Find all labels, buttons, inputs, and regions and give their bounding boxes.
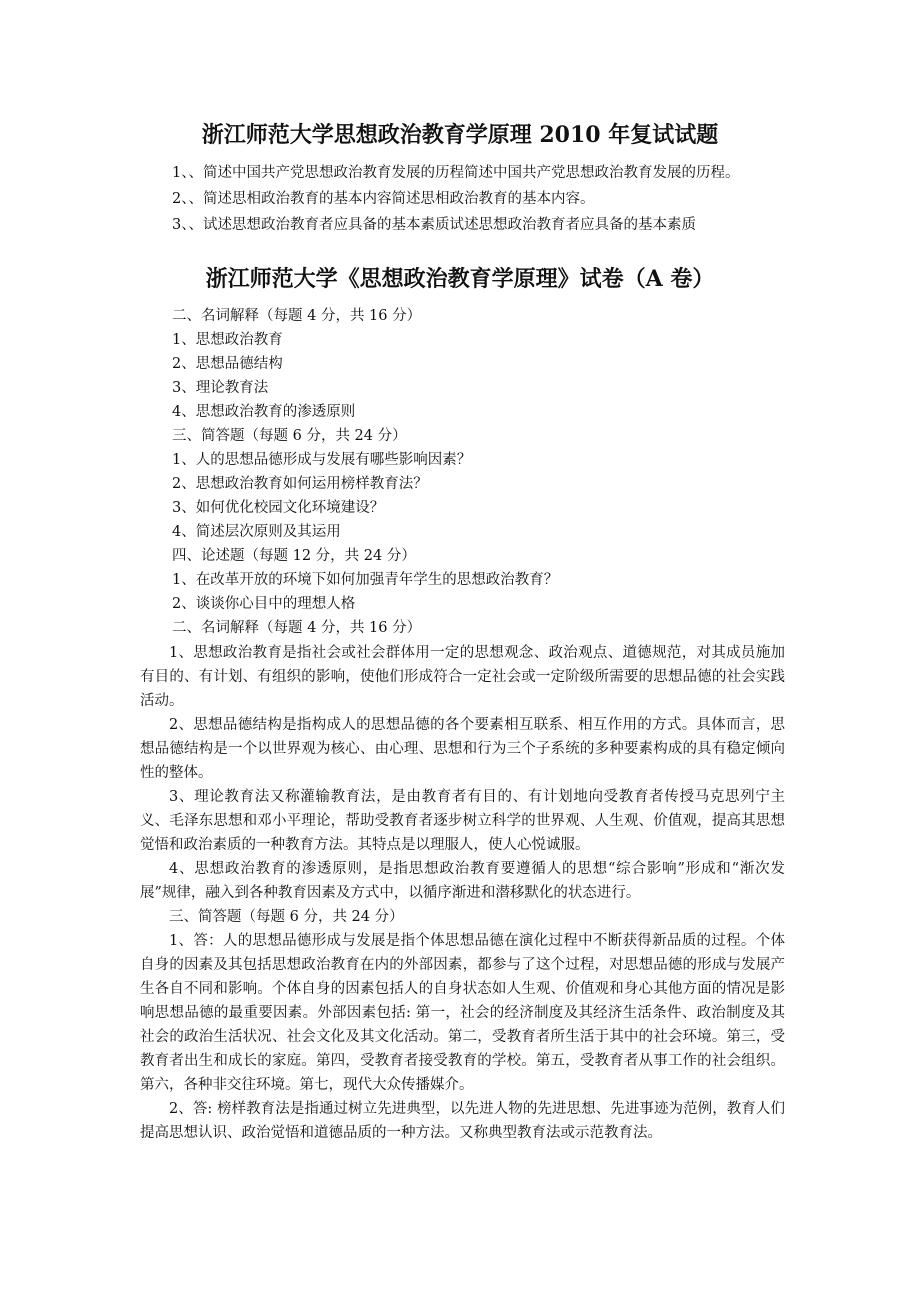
section-heading-short-answer-answers: 三、简答题（每题 6 分，共 24 分）	[169, 909, 404, 925]
exam-question: 3、如何优化校园文化环境建设？	[172, 500, 385, 516]
answer-paragraph: 3、理论教育法又称灌输教育法，是由教育者有目的、有计划地向受教育者传授马克思列宁主义、毛泽东思想和邓小平理论，帮助受教育者逐步树立科学的世界观、人生观、价值观，提高其思想觉悟和政治素质的一种教育方法。其特点是以理服人，使人心悦诚服。	[140, 789, 785, 853]
answer-paragraph: 2、答: 榜样教育法是指通过树立先进典型，以先进人物的先进思想、先进事迹为范例，教育人们提高思想认识、政治觉悟和道德品质的一种方法。又称典型教育法或示范教育法。	[140, 1101, 785, 1141]
retest-question: 3、、试述思想政治教育者应具备的基本素质试述思想政治教育者应具备的基本素质	[172, 217, 696, 233]
exam-question: 2、思想品德结构	[172, 356, 283, 372]
exam-question: 1、人的思想品德形成与发展有哪些影响因素？	[172, 452, 472, 468]
section-heading-short-answer: 三、简答题（每题 6 分，共 24 分）	[172, 428, 407, 444]
exam-question-list	[172, 304, 558, 640]
exam-title: 浙江师范大学《思想政治教育学原理》试卷（A 卷）	[205, 266, 715, 292]
answer-paragraph: 1、答：人的思想品德形成与发展是指个体思想品德在演化过程中不断获得新品质的过程。个体自身的因素及其包括思想政治教育在内的外部因素，都参与了这个过程，对思想品德的形成与发展产生各自不同和影响。个体自身的因素包括人的自身状态如人生观、价值观和身心其他方面的情况是影响思想品德的最重要因素。外部因素包括: 第一，社会的经济制度及其经济生活条件、政治制度及其社会的政治生活状况、社会文化及其文化活动。第二，受教育者所生活于其中的社会环境。第三，受教育者出生和成长的家庭。第四，受教育者接受教育的学校。第五，受教育者从事工作的社会组织。第六，各种非交往环境。第七，现代大众传播媒介。	[140, 933, 785, 1093]
exam-question: 4、思想政治教育的渗透原则	[172, 404, 356, 420]
exam-question: 3、理论教育法	[172, 380, 269, 396]
section-heading-terms: 二、名词解释（每题 4 分，共 16 分）	[172, 308, 422, 324]
section-heading-terms-answers: 二、名词解释（每题 4 分，共 16 分）	[172, 620, 422, 636]
answer-body	[140, 641, 785, 1145]
exam-question: 4、简述层次原则及其运用	[172, 524, 341, 540]
exam-question: 1、在改革开放的环境下如何加强青年学生的思想政治教育？	[172, 572, 559, 588]
section-heading-essay: 四、论述题（每题 12 分，共 24 分）	[172, 548, 416, 564]
answer-paragraph: 1、思想政治教育是指社会或社会群体用一定的思想观念、政治观点、道德规范，对其成员施加有目的、有计划、有组织的影响，使他们形成符合一定社会或一定阶级所需要的思想品德的社会实践活动。	[140, 645, 785, 709]
answer-paragraph: 2、思想品德结构是指构成人的思想品德的各个要素相互联系、相互作用的方式。具体而言，思想品德结构是一个以世界观为核心、由心理、思想和行为三个子系统的多种要素构成的具有稳定倾向性的整体。	[140, 717, 785, 781]
retest-question-list	[172, 160, 739, 238]
retest-title: 浙江师范大学思想政治教育学原理 2010 年复试试题	[201, 122, 719, 148]
retest-question: 2、、简述思相政治教育的基本内容简述思相政治教育的基本内容。	[172, 191, 595, 207]
exam-question: 2、谈谈你心目中的理想人格	[172, 596, 356, 612]
exam-question: 2、思想政治教育如何运用榜样教育法？	[172, 476, 428, 492]
exam-question: 1、思想政治教育	[172, 332, 283, 348]
retest-question: 1、、简述中国共产党思想政治教育发展的历程简述中国共产党思想政治教育发展的历程。	[172, 165, 740, 181]
answer-paragraph: 4、思想政治教育的渗透原则，是指思想政治教育要遵循人的思想“综合影响”形成和“渐次发展”规律，融入到各种教育因素及方式中，以循序渐进和潜移默化的状态进行。	[140, 861, 785, 901]
